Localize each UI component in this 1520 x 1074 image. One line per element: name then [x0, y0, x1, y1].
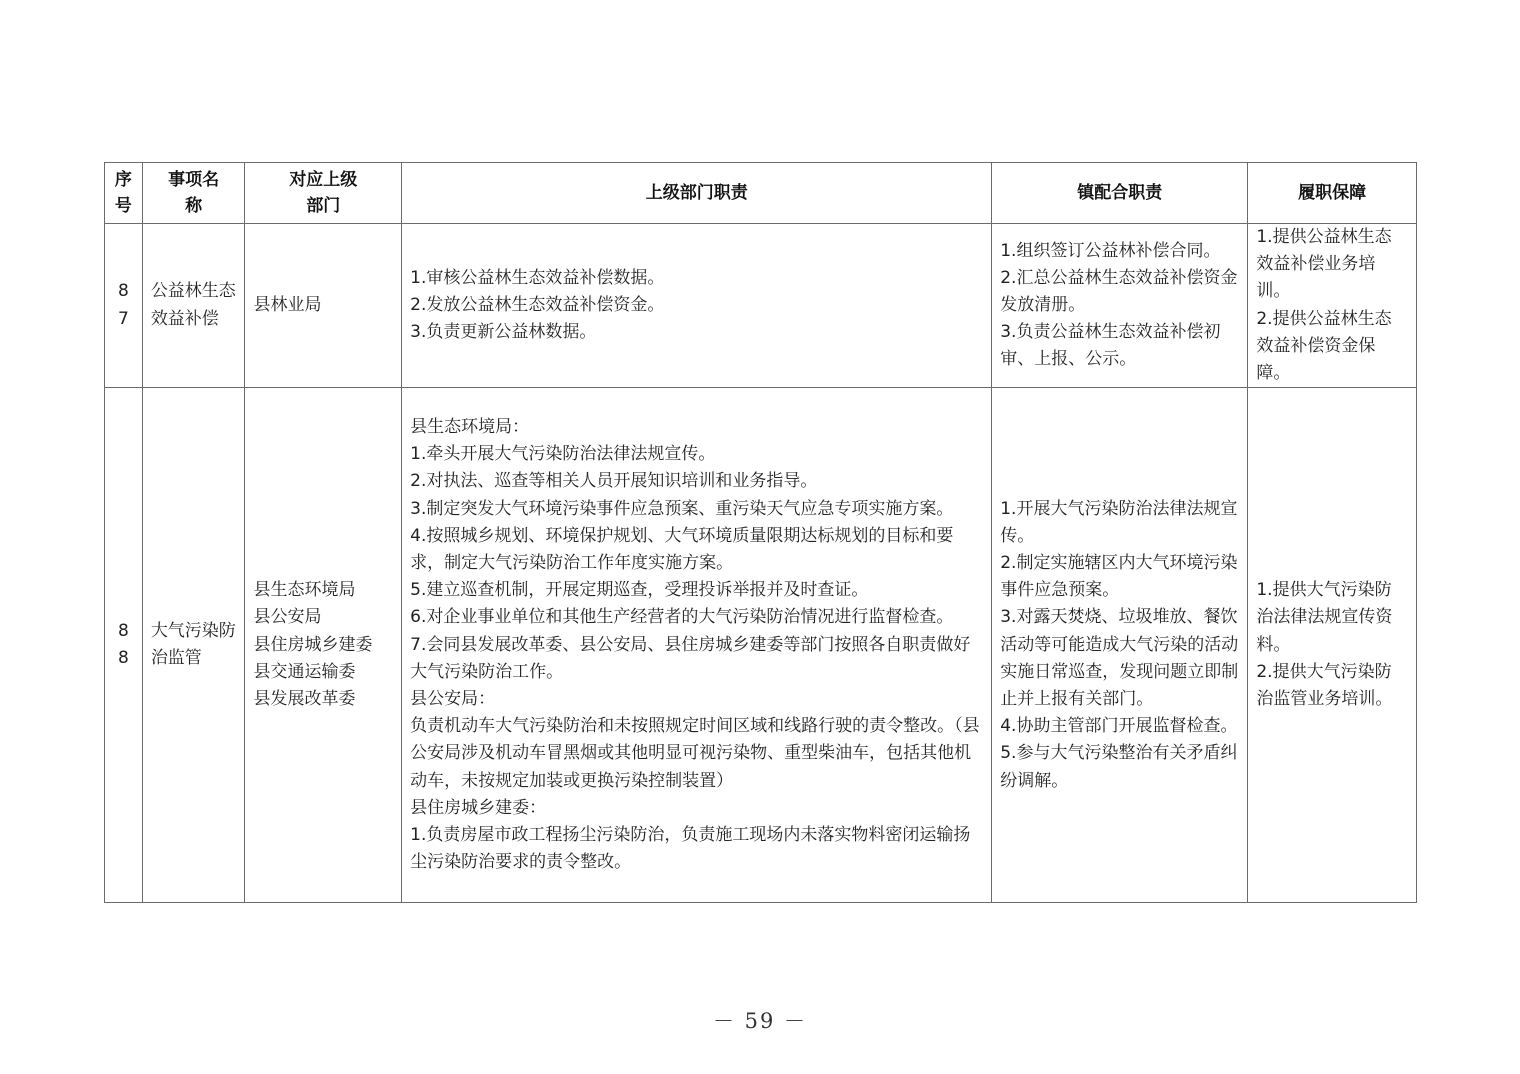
- duty-line: 1.提供大气污染防治法律法规宣传资料。: [1256, 580, 1393, 655]
- dept-line: 县交通运输委: [253, 661, 356, 682]
- row-seq: 88: [105, 388, 143, 903]
- page-number: － 59 －: [712, 1009, 808, 1033]
- duty-line: 1.审核公益林生态效益补偿数据。: [410, 267, 665, 288]
- table-row: [105, 388, 1417, 903]
- duty-line: 3.制定突发大气环境污染事件应急预案、重污染天气应急专项实施方案。: [410, 498, 954, 519]
- row-upper-duties: [402, 388, 992, 903]
- duty-line: 4.按照城乡规划、环境保护规划、大气环境质量限期达标规划的目标和要求，制定大气污染防治工作年度实施方案。: [410, 525, 954, 573]
- duty-line: 1.负责房屋市政工程扬尘污染防治，负责施工现场内未落实物料密闭运输扬尘污染防治要求的责令整改。: [410, 825, 971, 873]
- duties-table: [104, 162, 1417, 903]
- row-upper-duties: [402, 224, 992, 388]
- duty-line: 县公安局：: [410, 689, 496, 710]
- table-row: [105, 224, 1417, 388]
- duty-line: 县住房城乡建委：: [410, 797, 547, 818]
- duty-line: 1.提供公益林生态效益补偿业务培训。: [1256, 227, 1392, 302]
- duty-line: 2.提供公益林生态效益补偿资金保障。: [1256, 308, 1392, 384]
- duty-line: 4.协助主管部门开展监督检查。: [1000, 716, 1238, 737]
- duty-line: 2.发放公益林生态效益补偿资金。: [410, 295, 665, 315]
- duty-line: 7.会同县发展改革委、县公安局、县住房城乡建委等部门按照各自职责做好大气污染防治工作。: [410, 634, 971, 682]
- duty-line: 2.制定实施辖区内大气环境污染事件应急预案。: [1000, 553, 1238, 601]
- duty-line: 2.提供大气污染防治监管业务培训。: [1256, 661, 1393, 710]
- header-seq: 序号: [105, 163, 143, 224]
- dept-line: 县住房城乡建委: [253, 634, 373, 655]
- row-town-duties: [992, 388, 1248, 903]
- dept-line: 县生态环境局: [253, 580, 356, 601]
- duty-line: 1.组织签订公益林补偿合同。: [1000, 240, 1221, 261]
- duty-line: 1.牵头开展大气污染防治法律法规宣传。: [410, 444, 716, 465]
- duty-line: 5.建立巡查机制，开展定期巡查，受理投诉举报并及时查证。: [410, 580, 869, 601]
- header-upper-dept: 对应上级部门: [245, 163, 402, 224]
- header-town-duties: 镇配合职责: [992, 163, 1248, 224]
- duty-line: 3.负责公益林生态效益补偿初审、上报、公示。: [1000, 322, 1221, 370]
- header-item-name: 事项名称: [142, 163, 245, 224]
- duty-line: 3.对露天焚烧、垃圾堆放、餐饮活动等可能造成大气污染的活动实施日常巡查，发现问题立即制止并上报有关部门。: [1000, 607, 1239, 710]
- header-upper-duties: 上级部门职责: [402, 163, 992, 224]
- dept-line: 县发展改革委: [253, 689, 356, 710]
- duty-line: 6.对企业事业单位和其他生产经营者的大气污染防治情况进行监督检查。: [410, 607, 954, 628]
- row-item-name: 公益林生态效益补偿: [142, 224, 245, 388]
- duty-line: 2.对执法、巡查等相关人员开展知识培训和业务指导。: [410, 471, 818, 492]
- duty-line: 负责机动车大气污染防治和未按照规定时间区域和线路行驶的责令整改。（县公安局涉及机动车冒黑烟或其他明显可视污染物、重型柴油车，包括其他机动车，未按规定加装或更换污染控制装置）: [410, 716, 980, 791]
- row-guarantee: [1248, 224, 1417, 388]
- row-guarantee: [1248, 388, 1417, 903]
- row-upper-dept: [245, 224, 402, 388]
- row-seq: 87: [105, 224, 143, 388]
- row-item-name: 大气污染防治监管: [142, 388, 245, 903]
- row-upper-dept: [245, 388, 402, 903]
- duty-line: 1.开展大气污染防治法律法规宣传。: [1000, 498, 1238, 546]
- dept-line: 县公安局: [253, 607, 322, 628]
- duty-line: 2.汇总公益林生态效益补偿资金发放清册。: [1000, 267, 1238, 315]
- header-guarantee: 履职保障: [1248, 163, 1417, 224]
- duty-line: 5.参与大气污染整治有关矛盾纠纷调解。: [1000, 743, 1238, 791]
- table-header-row: [105, 163, 1417, 224]
- duty-line: 3.负责更新公益林数据。: [410, 322, 597, 343]
- duty-line: 县生态环境局：: [410, 416, 530, 437]
- row-town-duties: [992, 224, 1248, 388]
- dept-line: 县林业局: [253, 295, 322, 315]
